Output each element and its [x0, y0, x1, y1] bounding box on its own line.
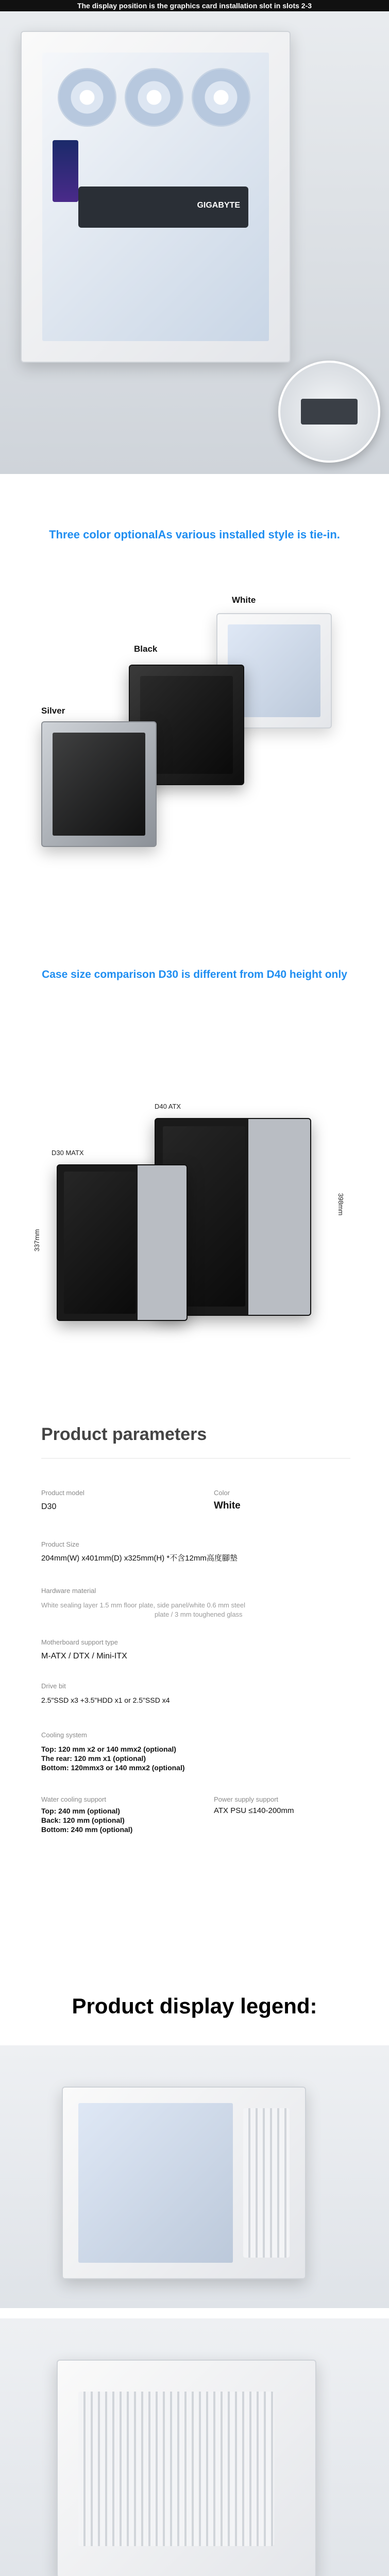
cooling-line: Bottom: 120mmx3 or 140 mmx2 (optional) [41, 1764, 185, 1772]
case-white [62, 2087, 306, 2279]
params-title: Product parameters [41, 1425, 207, 1444]
cooling-label: Cooling system [41, 1731, 87, 1739]
mb-value: M-ATX / DTX / Mini-ITX [41, 1652, 127, 1660]
water-line: Back: 120 mm (optional) [41, 1816, 125, 1824]
fan-icon [58, 68, 116, 127]
graphics-card [78, 187, 248, 228]
case-white [57, 2360, 316, 2576]
detail-zoom-circle [278, 361, 380, 463]
water-line: Bottom: 240 mm (optional) [41, 1825, 133, 1834]
side-vent [243, 2108, 290, 2258]
size-comparison-heading: Case size comparison D30 is different from D40 height only [42, 969, 347, 980]
psu-label: Power supply support [214, 1795, 279, 1803]
case-d30 [57, 1164, 188, 1321]
d40-height: 398mm [337, 1193, 345, 1216]
glass-panel [78, 2103, 233, 2263]
water-line: Top: 240 mm (optional) [41, 1807, 120, 1815]
black-label: Black [134, 644, 158, 654]
model-value: D30 [41, 1502, 57, 1511]
legend-photo-2 [0, 2318, 389, 2576]
cooling-line: The rear: 120 mm x1 (optional) [41, 1754, 146, 1762]
divider [41, 1458, 350, 1459]
gpu-slot-notice: The display position is the graphics card installation slot in slots 2-3 [0, 0, 389, 11]
cooling-line: Top: 120 mm x2 or 140 mmx2 (optional) [41, 1745, 176, 1753]
gpu-brand-label: GIGABYTE [197, 201, 240, 210]
size-label: Product Size [41, 1540, 79, 1548]
material-value-2: plate / 3 mm toughened glass [155, 1611, 243, 1618]
display-panel [53, 140, 78, 202]
color-options-heading: Three color optionalAs various installed style is tie-in. [49, 528, 340, 541]
color-label: Color [214, 1489, 230, 1497]
model-label: Product model [41, 1489, 84, 1497]
water-label: Water cooling support [41, 1795, 106, 1803]
color-value: White [214, 1500, 241, 1511]
drive-value: 2.5"SSD x3 +3.5"HDD x1 or 2.5"SSD x4 [41, 1696, 170, 1704]
white-label: White [232, 595, 256, 605]
glass-panel [53, 733, 145, 836]
case-silver-variant [41, 721, 157, 847]
glass-panel [64, 1172, 136, 1314]
legend-title-visible: Product display legend: [72, 1994, 317, 2018]
case-front-white [21, 31, 291, 363]
hero-photo [0, 0, 389, 474]
size-value: 204mm(W) x401mm(D) x325mm(H) *不含12mm高度腳墊 [41, 1554, 238, 1563]
d40-label: D40 ATX [155, 1103, 181, 1110]
side-vent [78, 2392, 274, 2546]
legend-photo-1 [0, 2045, 389, 2308]
drive-label: Drive bit [41, 1682, 66, 1690]
material-label: Hardware material [41, 1587, 96, 1595]
silver-label: Silver [41, 706, 65, 716]
fan-icon [192, 68, 250, 127]
fan-icon [125, 68, 183, 127]
d30-height: 337mm [33, 1229, 41, 1252]
material-value-1: White sealing layer 1.5 mm floor plate, side panel/white 0.6 mm steel [41, 1601, 245, 1609]
d30-label: D30 MATX [52, 1149, 84, 1157]
mb-label: Motherboard support type [41, 1638, 118, 1646]
psu-value: ATX PSU ≤140-200mm [214, 1806, 294, 1815]
